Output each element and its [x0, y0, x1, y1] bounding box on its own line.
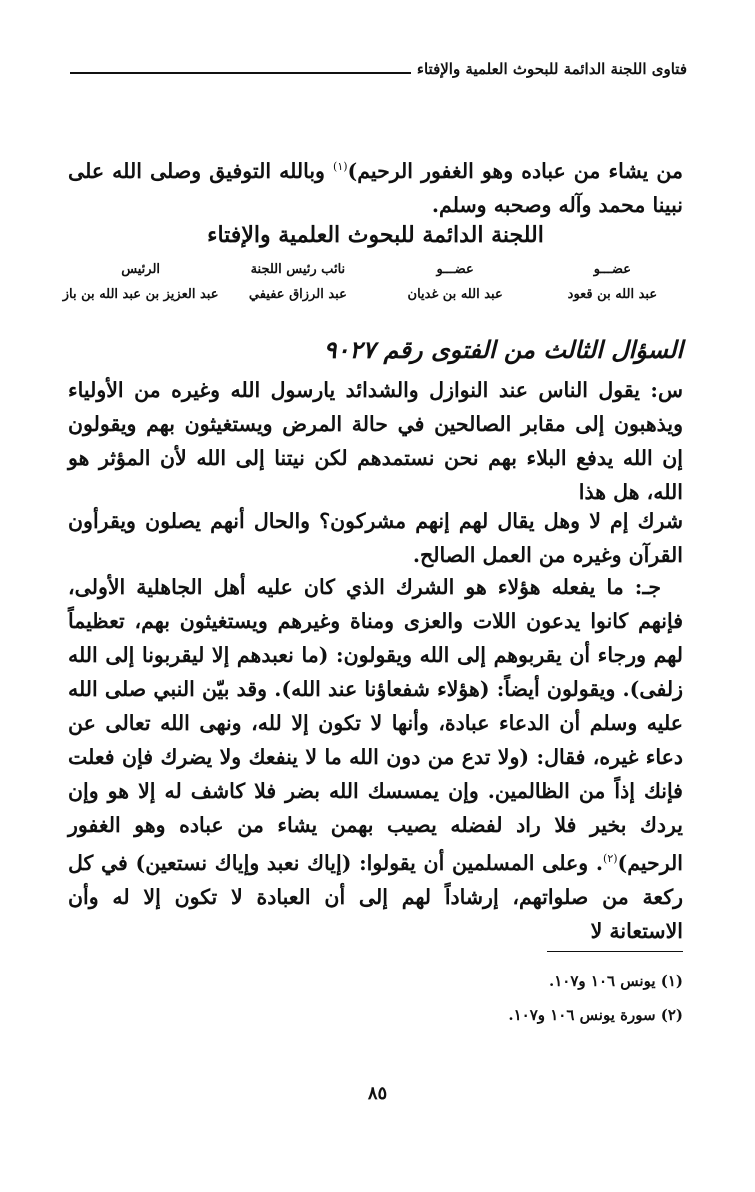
signatory-role: الرئيس — [121, 262, 161, 277]
footnote-2: (٢) سورة يونس ١٠٦ و١٠٧. — [508, 1006, 683, 1024]
signatory-role: عضـــو — [593, 262, 631, 277]
signatory-role: عضـــو — [436, 262, 474, 277]
running-header — [70, 60, 687, 78]
footnote-1: (١) يونس ١٠٦ و١٠٧. — [549, 972, 683, 990]
signatory-roles — [62, 262, 691, 277]
answer-label: جـ: — [634, 575, 661, 599]
question-heading: السؤال الثالث من الفتوى رقم ٩٠٢٧ — [323, 335, 683, 364]
intro-paragraph — [68, 150, 683, 222]
signatory-name: عبد الله بن غديان — [407, 287, 503, 302]
footnote-ref-2: (٢) — [603, 852, 618, 865]
answer-text: في كل ركعة من صلواتهم، إرشاداً لهم إلى أن العبادة لا تكون إلا له وأن الاستعانة لا — [68, 850, 683, 943]
quran-quote: (هؤلاء شفعاؤنا عند الله). — [274, 677, 490, 701]
footnote-ref-1: (١) — [333, 160, 348, 173]
question-paragraph-continued — [68, 504, 683, 572]
question-text-continued: شرك إم لا وهل يقال لهم إنهم مشركون؟ والحال أنهم يصلون ويقرأون القرآن وغيره من العمل الصالح. — [68, 509, 683, 567]
header-rule — [70, 72, 411, 74]
intro-line-2: نبينا محمد وآله وصحبه وسلم. — [431, 192, 683, 217]
footnote-rule — [547, 951, 683, 952]
answer-text: ما يفعله هؤلاء هو الشرك الذي كان عليه أهل الجاهلية الأولى، فإنهم كانوا يدعون اللات والعزى ومناة وغيرهم ويستغيثون بهم، تعظيماً لهم ورجاء أن يقربوهم إلى الله ويقولون: — [68, 575, 683, 667]
signatory-name: عبد الله بن قعود — [567, 287, 658, 302]
answer-paragraph — [68, 570, 683, 948]
page-number: ٨٥ — [367, 1083, 388, 1104]
intro-closing: وبالله التوفيق وصلى الله على — [68, 158, 334, 183]
committee-name: اللجنة الدائمة للبحوث العلمية والإفتاء — [207, 222, 544, 248]
question-paragraph — [68, 373, 683, 509]
question-label: س: — [650, 378, 683, 402]
answer-text: وقد بيّن النبي صلى الله عليه وسلم أن الدعاء عبادة، وأنها لا تكون إلا لله، ونهى الله تعالى عن دعاء غيره، فقال: — [68, 677, 684, 769]
intro-verse-end: من يشاء من عباده وهو الغفور الرحيم) — [347, 158, 683, 183]
quran-quote: (ما نعبدهم إلا ليقربونا إلى الله زلفى). — [68, 643, 683, 701]
question-text: يقول الناس عند النوازل والشدائد يارسول الله وغيره من الأولياء ويذهبون إلى مقابر الصالحين في حالة المرض ويستغيثون بهم ويقولون إن الله يدفع البلاء بهم نحن نستمدهم لكن نيتنا إلى الله لأن المؤثر هو الله، هل هذا — [68, 378, 683, 504]
answer-text: . وعلى المسلمين أن يقولوا: — [351, 850, 604, 875]
signatory-name: عبد العزيز بن عبد الله بن باز — [62, 287, 219, 302]
answer-text: ويقولون أيضاً: — [489, 677, 623, 701]
signatory-role: نائب رئيس اللجنة — [250, 262, 346, 277]
signatory-names — [62, 287, 691, 302]
signatory-name: عبد الرزاق عفيفي — [248, 287, 347, 302]
running-title: فتاوى اللجنة الدائمة للبحوث العلمية والإفتاء — [416, 60, 687, 78]
quran-quote: (إياك نعبد وإياك نستعين) — [135, 850, 352, 875]
quran-quote: (ولا تدع من دون الله ما لا ينفعك ولا يضرك فإن فعلت فإنك إذاً من الظالمين. وإن يمسسك الله بضر فلا كاشف له إلا هو وإن يردك بخير فلا راد لفضله يصيب بهمن يشاء من عباده وهو الغفور الرحيم) — [68, 745, 683, 875]
